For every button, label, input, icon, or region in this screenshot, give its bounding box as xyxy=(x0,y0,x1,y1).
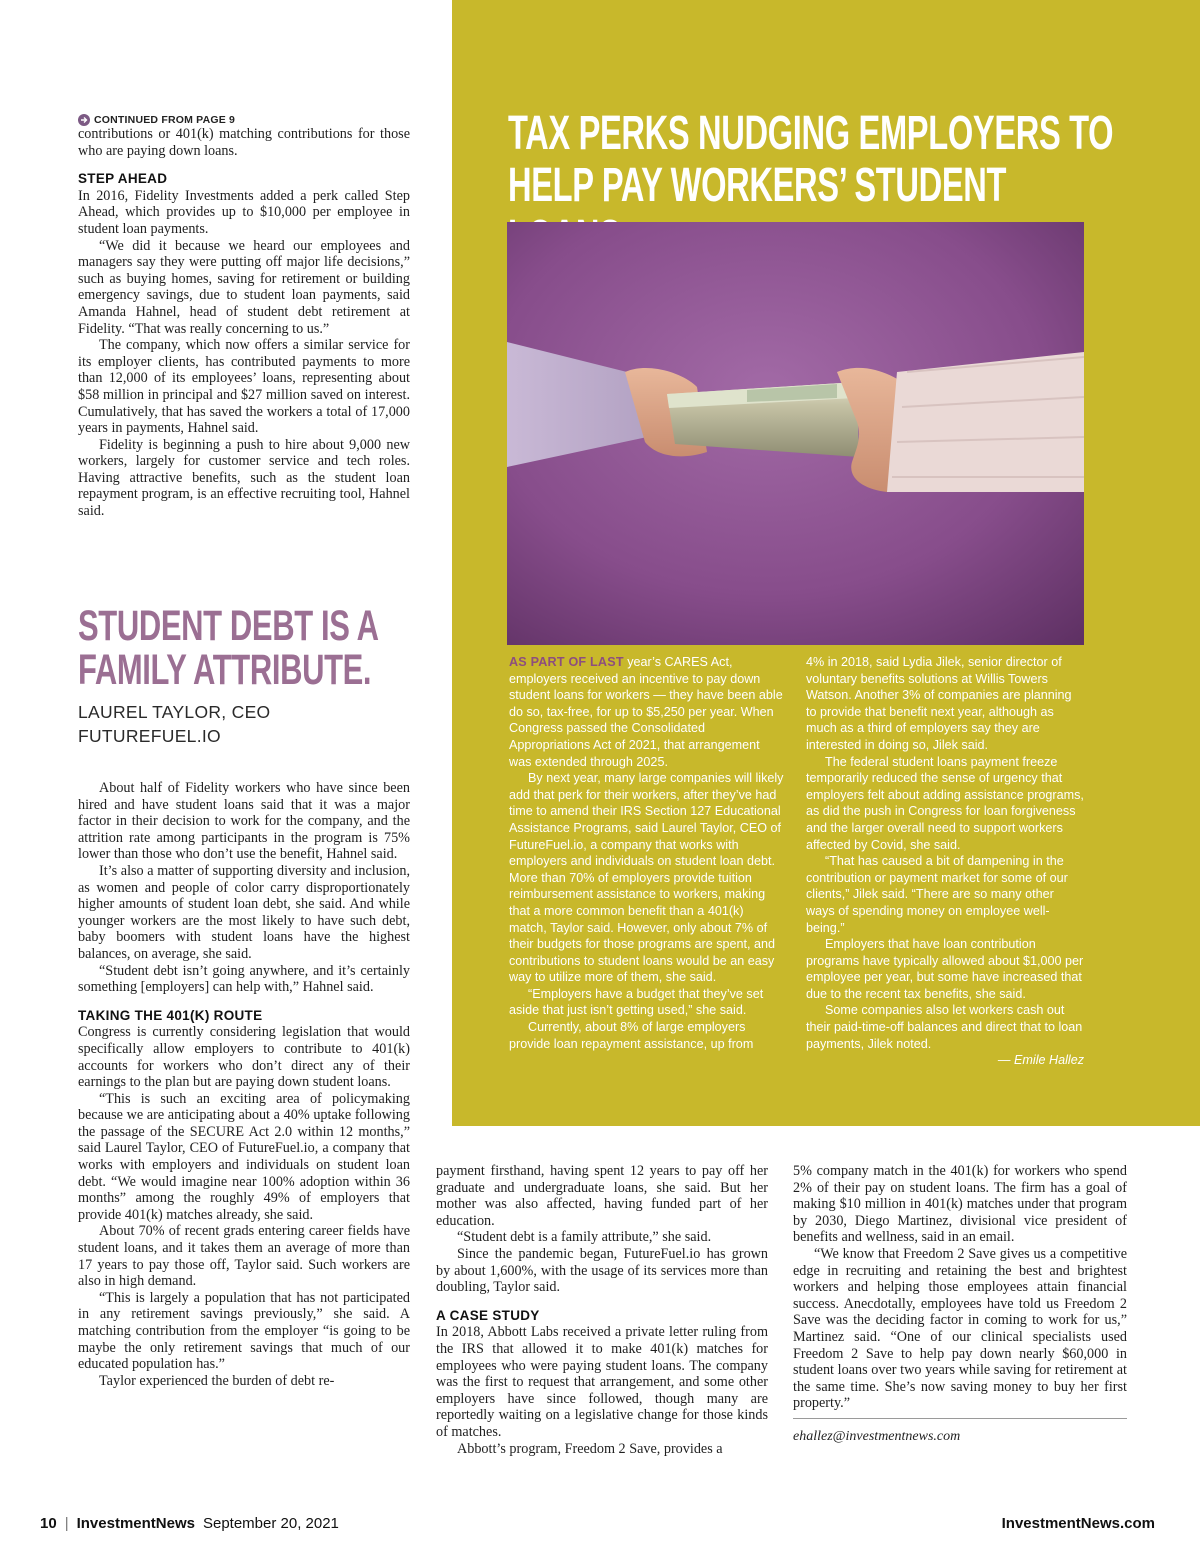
paragraph: 5% company match in the 401(k) for workers who spend 2% of their pay on student loans. The firm has a goal of making $10 million in 401(k) matches under that program by 2030, Diego Martinez, divisional vice president of benefits and wellness, said in an email. xyxy=(793,1163,1127,1246)
paragraph: Since the pandemic began, FutureFuel.io has grown by about 1,600%, with the usage of its services more than doubling, Taylor said. xyxy=(436,1245,768,1296)
subhead-step-ahead: STEP AHEAD xyxy=(78,171,168,187)
sidebar-paragraph: 4% in 2018, said Lydia Jilek, senior director of voluntary benefits solutions at Willis Towers Watson. Another 3% of companies are planning to provide that benefit next year, although as much as a third of employers say they are interested in doing so, Jilek said. xyxy=(806,655,1072,752)
sidebar-paragraph: Some companies also let workers cash out their paid-time-off balances and direct that to loan payments, Jilek noted. xyxy=(806,1003,1083,1051)
paragraph: In 2018, Abbott Labs received a private letter ruling from the IRS that allowed it to make 401(k) matches for employees who were paying student loans. The company was the first to request that arrangement, and some other employers have since followed, though many are reportedly waiting on a legislative change for those kinds of matches. xyxy=(436,1324,768,1440)
page-number: 10 xyxy=(40,1515,57,1532)
paragraph: Fidelity is beginning a push to hire about 9,000 new workers, largely for customer service and tech roles. Having attractive benefits, such as the student loan repayment program, is an effective recruiting tool, Hahnel said. xyxy=(78,436,410,520)
pull-quote-attribution: LAUREL TAYLOR, CEO xyxy=(78,702,271,722)
paragraph: Taylor experienced the burden of debt re- xyxy=(99,1372,335,1389)
sidebar-paragraph: “Employers have a budget that they’ve set aside that just isn’t getting used,” she said. xyxy=(509,986,764,1018)
paragraph: The company, which now offers a similar service for its employer clients, has contributed payments to more than 12,000 of its employees’ loans, representing about $58 million in principal and $27 million saved on interest. Cumulatively, that has saved the workers a total of 17,000 years in payments, Hahnel said. xyxy=(78,337,410,437)
sidebar-column-2 xyxy=(806,654,1084,1069)
pull-quote-line: FAMILY ATTRIBUTE. xyxy=(78,646,372,694)
pull-quote-attribution: FUTUREFUEL.IO xyxy=(78,726,221,746)
headline-line: TAX PERKS NUDGING EMPLOYERS TO xyxy=(508,107,1114,160)
subhead-case-study: A CASE STUDY xyxy=(436,1307,540,1323)
sidebar-paragraph xyxy=(509,654,784,770)
paragraph: It’s also a matter of supporting diversity and inclusion, as women and people of color carry disproportionately higher amounts of student loan debt, she said. And while younger workers are the most likely to have such debt, baby boomers with student loans have the highest balances, on average, she said. xyxy=(78,862,410,962)
sidebar-paragraph: The federal student loans payment freeze temporarily reduced the sense of urgency that employers felt about adding assistance programs, as did the push in Congress for loan forgiveness and the larger overall need to support workers affected by Covid, she said. xyxy=(806,754,1084,852)
divider xyxy=(793,1418,1127,1419)
paragraph: “We know that Freedom 2 Save gives us a competitive edge in recruiting and retaining the best and brightest workers and helping those employees attain financial success. Anecdotally, employees have told us Freedom 2 Save was the deciding factor in coming to work for us,” Martinez said. “One of our clinical specialists used Freedom 2 Save to help pay down nearly $60,000 in student loans over two years while saving for retirement at the same time. She’s now saving money to buy her first property.” xyxy=(793,1245,1127,1412)
paragraph: contributions or 401(k) matching contributions for those who are paying down loans. xyxy=(78,126,410,159)
paragraph: Abbott’s program, Freedom 2 Save, provides a xyxy=(457,1440,723,1457)
continued-from-label[interactable] xyxy=(78,114,410,126)
sidebar-byline: — Emile Hallez xyxy=(997,1053,1084,1068)
pull-quote-line: STUDENT DEBT IS A xyxy=(78,602,379,650)
continued-text: CONTINUED FROM PAGE 9 xyxy=(94,114,236,126)
paragraph: Congress is currently considering legislation that would specifically allow employers to contribute to 401(k) accounts for workers who don’t direct any of their earnings to the plan but are paying down student loans. xyxy=(78,1024,410,1091)
paragraph: “This is largely a population that has not participated in any retirement savings previously,” she said. A matching contribution from the employer “is going to be maybe the only retirement savings that much of our educated population has.” xyxy=(78,1289,410,1373)
paragraph: “Student debt isn’t going anywhere, and it’s certainly something [employers] can help with,” Hahnel said. xyxy=(78,962,410,996)
paragraph: In 2016, Fidelity Investments added a perk called Step Ahead, which provides up to $10,000 per employee in student loan payments. xyxy=(78,187,410,237)
left-column-lower xyxy=(78,780,410,1389)
paragraph: payment firsthand, having spent 12 years to pay off her graduate and undergraduate loans, she said. But her mother was also affected, having funded part of her education. xyxy=(436,1163,768,1229)
paragraph: About half of Fidelity workers who have since been hired and have student loans said that it was a major factor in their decision to work for the company, and the attrition rate among participants in the program is 75% lower than those who don’t use the benefit, Hahnel said. xyxy=(78,780,410,863)
website-link[interactable]: InvestmentNews.com xyxy=(1001,1515,1155,1532)
subhead-401k-route: TAKING THE 401(K) ROUTE xyxy=(78,1007,263,1023)
right-column xyxy=(793,1163,1127,1446)
money-handoff-photo xyxy=(507,222,1084,645)
paragraph: “We did it because we heard our employees and managers say they were putting off major life decisions,” such as buying homes, saving for retirement or building emergency savings, due to student loan payments, said Amanda Hahnel, head of student debt retirement at Fidelity. “That was really concerning to us.” xyxy=(78,237,410,337)
paragraph: About 70% of recent grads entering career fields have student loans, and it takes them an average of more than 17 years to pay those off, Taylor said. Such workers are also in high demand. xyxy=(78,1223,410,1290)
publication-name: InvestmentNews xyxy=(76,1515,195,1532)
sidebar-column-1 xyxy=(509,654,784,1052)
sidebar-paragraph: “That has caused a bit of dampening in the contribution or payment market for some of our clients,” Jilek said. “There are so many other ways of spending money on employee well-being.” xyxy=(806,854,1068,935)
sidebar-text: year’s CARES Act, employers received an incentive to pay down student loans for workers — they have been able do so, tax-free, for up to $5,250 per year. When Congress passed the Consolidated Appropriations Act of 2021, that arrangement was extended through 2025. xyxy=(509,655,783,769)
sidebar-paragraph: By next year, many large companies will likely add that perk for their workers, after they’ve had time to amend their IRS Section 127 Educational Assistance Programs, said Laurel Taylor, CEO of FutureFuel.io, a company that works with employers and individuals on student loan debt. More than 70% of employers provide tuition reimbursement assistance to workers, making that a more common benefit than a 401(k) match, Taylor said. However, only about 7% of their budgets for those programs are spent, and contributions to student loans would be an easy way to utilize more of them, she said. xyxy=(509,771,784,985)
issue-date: September 20, 2021 xyxy=(202,1515,339,1532)
paragraph: “Student debt is a family attribute,” she said. xyxy=(457,1229,712,1246)
arrow-right-icon xyxy=(78,114,90,126)
footer-separator: | xyxy=(64,1515,69,1532)
author-email-link[interactable]: ehallez@investmentnews.com xyxy=(793,1428,961,1444)
middle-column xyxy=(436,1163,768,1457)
headline-line: HELP PAY WORKERS’ STUDENT xyxy=(508,159,1007,212)
left-column xyxy=(78,114,410,520)
sidebar-paragraph: Currently, about 8% of large employers provide loan repayment assistance, up from xyxy=(509,1020,754,1051)
sidebar-lead-in: AS PART OF LAST xyxy=(509,655,624,669)
pull-quote xyxy=(78,604,418,748)
sidebar-paragraph: Employers that have loan contribution programs have typically allowed about $1,000 per employee per year, but some have increased that due to the recent tax benefits, she said. xyxy=(806,937,1084,1001)
footer-folio xyxy=(40,1515,339,1532)
paragraph: “This is such an exciting area of policymaking because we are anticipating about a 40% uptake following the passage of the SECURE Act 2.0 within 12 months,” said Laurel Taylor, CEO of FutureFuel.io, a company that works with employers and individuals on student loan debt. “We would imagine near 100% adoption within 36 months” among the roughly 49% of employers that provide 401(k) matches already, she said. xyxy=(78,1090,410,1223)
